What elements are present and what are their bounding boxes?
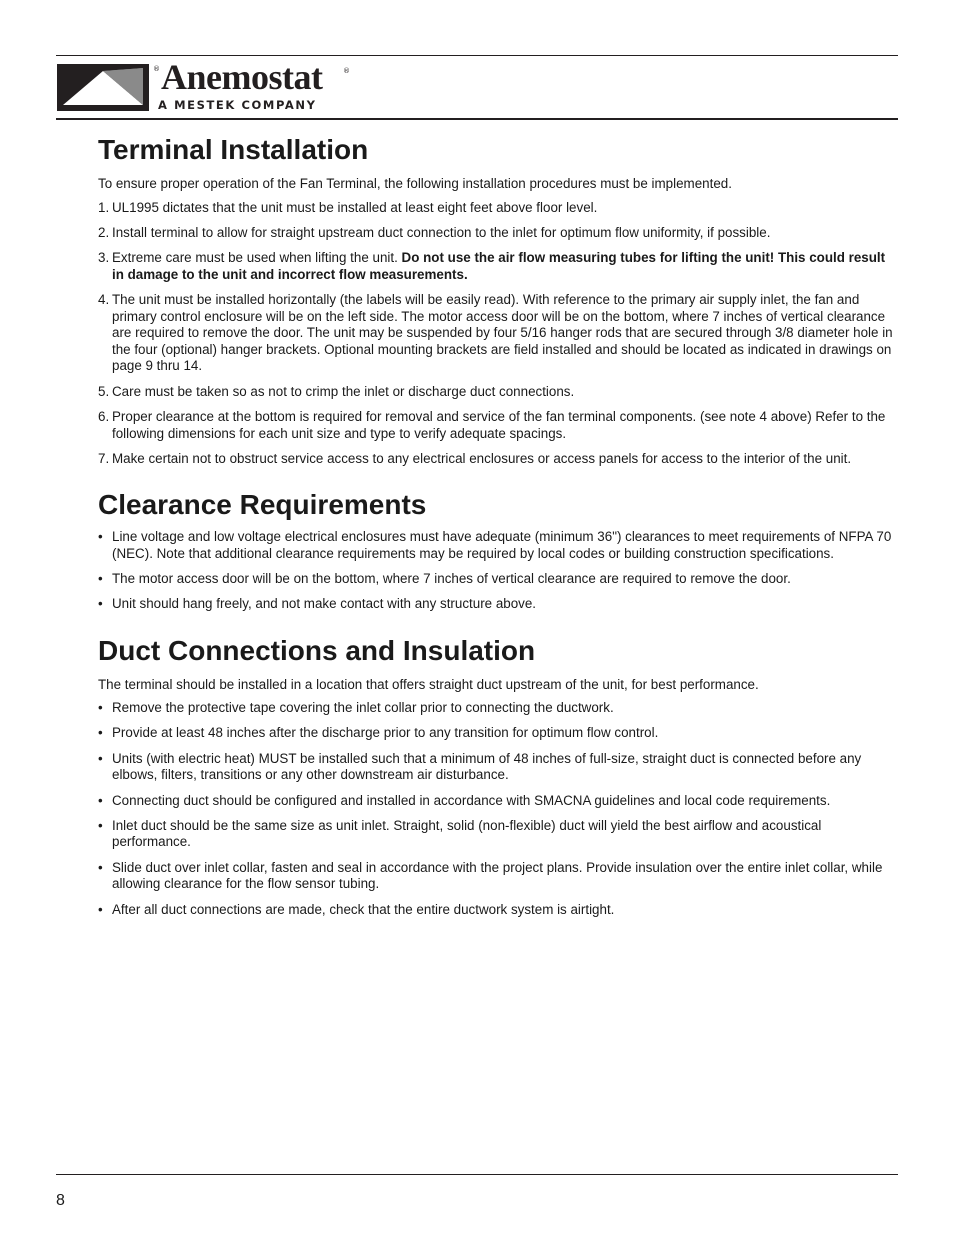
- list-item: [98, 571, 898, 588]
- list-item-text: Remove the protective tape covering the inlet collar prior to connecting the ductwork.: [112, 700, 614, 716]
- list-item: [98, 751, 898, 784]
- page-content: [98, 130, 898, 927]
- registered-mark-left: ®: [153, 65, 160, 73]
- list-marker: •: [98, 901, 103, 917]
- list-item: [98, 700, 898, 717]
- anemostat-logo: [57, 57, 357, 114]
- list-item: [98, 529, 898, 562]
- list-item: [98, 225, 898, 242]
- list-item: [98, 860, 898, 893]
- list-item-text: UL1995 dictates that the unit must be installed at least eight feet above floor level.: [112, 199, 598, 215]
- list-marker: •: [98, 859, 103, 875]
- list-item-text: Inlet duct should be the same size as unit inlet. Straight, solid (non-flexible) duct will yield the best airflow and acoustical performance.: [112, 817, 822, 850]
- list-marker: 4.: [98, 292, 110, 308]
- list-item-text: The motor access door will be on the bottom, where 7 inches of vertical clearance are required to remove the door.: [112, 571, 791, 586]
- clearance-requirements-section: [98, 485, 898, 613]
- list-item-text: The unit must be installed horizontally (the labels will be easily read). With reference to the primary air supply inlet, the fan and primary control enclosure will be on the left side. The motor access door will be on the bottom, where 7 inches of vertical clearance are required to remove the door. The unit may be suspended by four 5/16 hanger rods that are secured through 3/8 diameter hole in the four (optional) hanger brackets. Optional mounting brackets are field installed and should be located as indicated in drawings on page 9 thru 14.: [112, 292, 893, 374]
- list-marker: •: [98, 596, 103, 612]
- page-number: 8: [56, 1192, 65, 1209]
- list-item: [98, 596, 898, 613]
- list-marker: 7.: [98, 450, 110, 466]
- installation-steps-list: [98, 200, 898, 468]
- list-item: [98, 793, 898, 810]
- list-item: [98, 250, 898, 283]
- list-marker: •: [98, 529, 103, 545]
- header-bottom-rule: [56, 118, 898, 120]
- list-marker: •: [98, 725, 103, 741]
- list-item-text: Proper clearance at the bottom is required for removal and service of the fan terminal components. (see note 4 above) Refer to the following dimensions for each unit size and type to verify adequate spacings.: [112, 408, 886, 441]
- list-marker: •: [98, 817, 103, 833]
- list-marker: 2.: [98, 224, 110, 240]
- registered-mark-right: ®: [343, 67, 350, 75]
- list-item-text: Make certain not to obstruct service access to any electrical enclosures or access panels for access to the interior of the unit.: [112, 450, 852, 466]
- list-marker: 3.: [98, 250, 110, 266]
- section-intro: The terminal should be installed in a location that offers straight duct upstream of the unit, for best performance.: [98, 676, 759, 692]
- list-marker: 1.: [98, 199, 110, 215]
- list-item-text: Install terminal to allow for straight upstream duct connection to the inlet for optimum flow uniformity, if possible.: [112, 224, 771, 240]
- terminal-installation-section: [98, 130, 898, 467]
- list-item: [98, 725, 898, 742]
- list-item-text: After all duct connections are made, check that the entire ductwork system is airtight.: [112, 901, 615, 917]
- list-item-text: Care must be taken so as not to crimp the inlet or discharge duct connections.: [112, 383, 575, 399]
- list-item-text: Slide duct over inlet collar, fasten and seal in accordance with the project plans. Provide insulation over the entire inlet collar, while allowing clearance for the flow sensor tubing.: [112, 859, 883, 892]
- section-title: Duct Connections and Insulation: [98, 634, 536, 666]
- list-item: [98, 902, 898, 919]
- list-item-text: Units (with electric heat) MUST be installed such that a minimum of 48 inches of full-size, straight duct is connected before any elbows, filters, transitions or any other downstream air disturbance.: [112, 750, 862, 783]
- list-marker: 6.: [98, 408, 110, 424]
- section-intro: To ensure proper operation of the Fan Terminal, the following installation procedures must be implemented.: [98, 176, 732, 191]
- list-item: [98, 200, 898, 217]
- brand-tagline: A MESTEK COMPANY: [158, 98, 317, 112]
- duct-connections-list: [98, 700, 898, 918]
- list-item-text: Connecting duct should be configured and installed in accordance with SMACNA guidelines and local code requirements.: [112, 792, 831, 808]
- list-marker: •: [98, 792, 103, 808]
- list-item-text: Unit should hang freely, and not make contact with any structure above.: [112, 596, 537, 612]
- list-item: [98, 451, 898, 468]
- brand-name: Anemostat: [161, 57, 323, 97]
- list-item: [98, 292, 898, 375]
- list-item: [98, 818, 898, 851]
- clearance-list: [98, 529, 898, 613]
- list-marker: •: [98, 750, 103, 766]
- list-item-warning: Do not use the air flow measuring tubes for lifting the unit! This could result in damage to the unit and incorrect flow measurements.: [112, 250, 886, 282]
- list-item: [98, 409, 898, 442]
- list-item-text: Line voltage and low voltage electrical enclosures must have adequate (minimum 36") clearances to meet requirements of NFPA 70 (NEC). Note that additional clearance requirements may be required by local codes or building construction specifications.: [112, 529, 892, 561]
- list-marker: 5.: [98, 383, 110, 399]
- section-title: Terminal Installation: [98, 134, 369, 165]
- footer-rule: [56, 1174, 898, 1175]
- duct-connections-section: [98, 631, 898, 919]
- list-item-text: Provide at least 48 inches after the discharge prior to any transition for optimum flow control.: [112, 725, 659, 741]
- list-marker: •: [98, 571, 103, 586]
- anemostat-logo-mark: [57, 64, 149, 111]
- list-marker: •: [98, 700, 103, 716]
- list-item: [98, 384, 898, 401]
- list-item-text: Extreme care must be used when lifting the unit.: [112, 250, 402, 266]
- section-title: Clearance Requirements: [98, 489, 427, 521]
